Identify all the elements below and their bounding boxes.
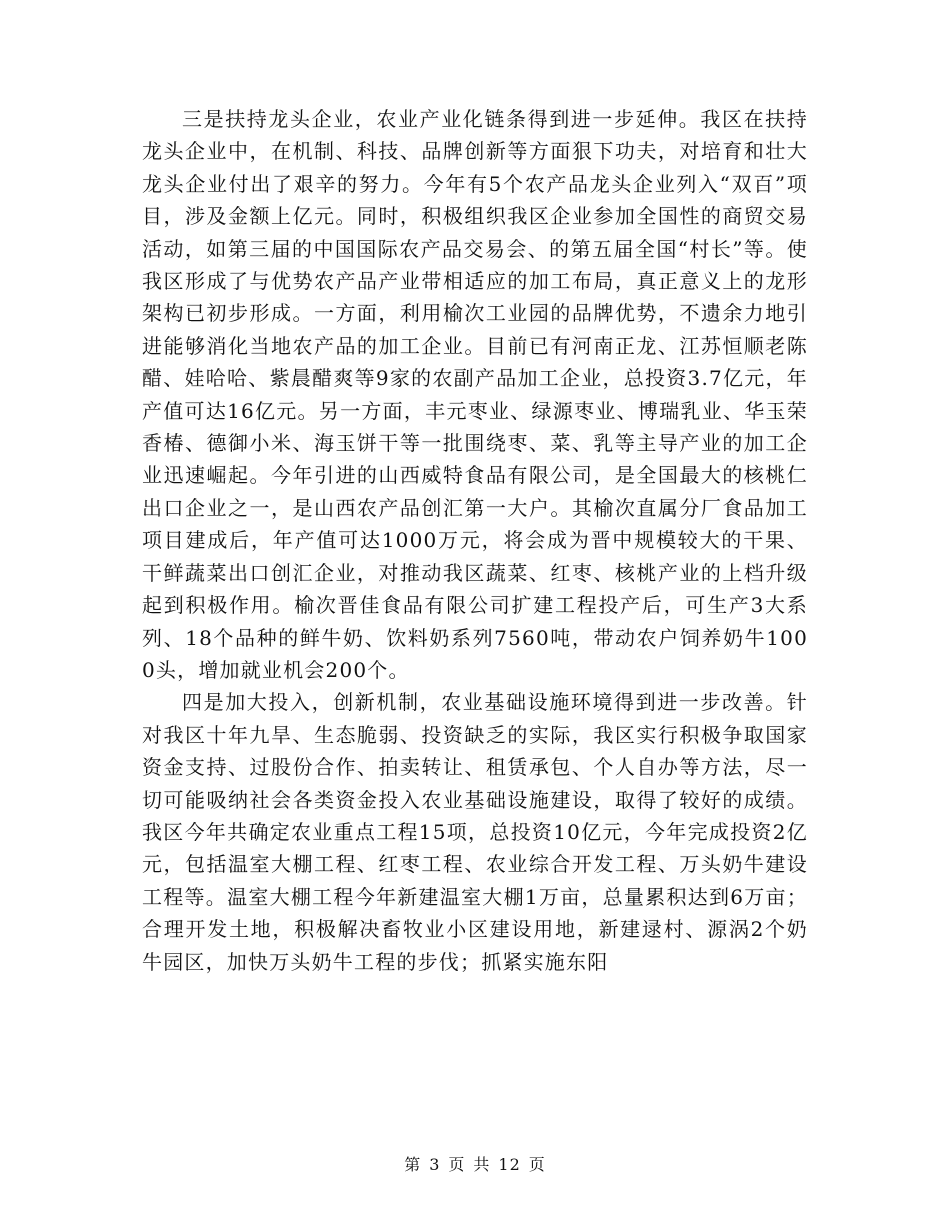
footer-page-word: 页 [448,1155,466,1174]
footer-total-pages: 12 [498,1155,521,1174]
paragraph-1: 三是扶持龙头企业，农业产业化链条得到进一步延伸。我区在扶持龙头企业中，在机制、科技、品牌创新等方面狠下功夫，对培育和壮大龙头企业付出了艰辛的努力。今年有5个农产品龙头企业列入“双百”项目，涉及金额上亿元。同时，积极组织我区企业参加全国性的商贸交易活动，如第三届的中国国际农产品交易会、的第五届全国“村长”等。使我区形成了与优势农产品产业带相适应的加工布局，真正意义上的龙形架构已初步形成。一方面，利用榆次工业园的品牌优势，不遗余力地引进能够消化当地农产品的加工企业。目前已有河南正龙、江苏恒顺老陈醋、娃哈哈、紫晨醋爽等9家的农副产品加工企业，总投资3.7亿元，年产值可达16亿元。另一方面，丰元枣业、绿源枣业、博瑞乳业、华玉荣香椿、德御小米、海玉饼干等一批围绕枣、菜、乳等主导产业的加工企业迅速崛起。今年引进的山西威特食品有限公司，是全国最大的核桃仁出口企业之一，是山西农产品创汇第一大户。其榆次直属分厂食品加工项目建成后，年产值可达1000万元，将会成为晋中规模较大的干果、干鲜蔬菜出口创汇企业，对推动我区蔬菜、红枣、核桃产业的上档升级起到积极作用。榆次晋佳食品有限公司扩建工程投产后，可生产3大系列、18个品种的鲜牛奶、饮料奶系列7560吨，带动农户饲养奶牛1000头，增加就业机会200个。 [142,107,808,682]
body-text [142,103,808,978]
footer-suffix: 页 [528,1155,546,1174]
footer-total-prefix: 共 [473,1155,491,1174]
footer-prefix: 第 [404,1155,422,1174]
page-footer [0,1152,950,1175]
paragraph-2: 四是加大投入，创新机制，农业基础设施环境得到进一步改善。针对我区十年九旱、生态脆弱、投资缺乏的实际，我区实行积极争取国家资金支持、过股份合作、拍卖转让、租赁承包、个人自办等方法，尽一切可能吸纳社会各类资金投入农业基础设施建设，取得了较好的成绩。我区今年共确定农业重点工程15项，总投资10亿元，今年完成投资2亿元，包括温室大棚工程、红枣工程、农业综合开发工程、万头奶牛建设工程等。温室大棚工程今年新建温室大棚1万亩，总量累积达到6万亩；合理开发土地，积极解决畜牧业小区建设用地，新建逯村、源涡2个奶牛园区，加快万头奶牛工程的步伐；抓紧实施东阳 [142,690,808,974]
footer-current-page: 3 [429,1155,441,1174]
